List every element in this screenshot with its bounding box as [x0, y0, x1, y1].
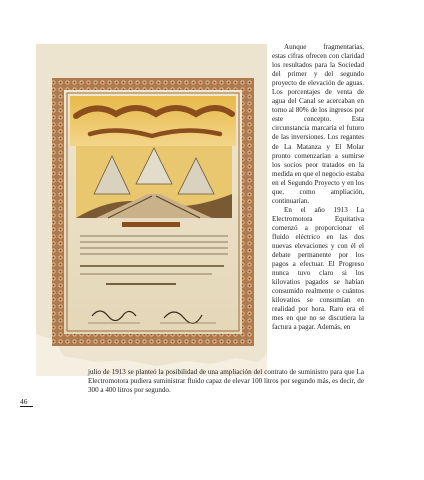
continuation-text-block — [88, 368, 364, 395]
right-text-column — [272, 43, 364, 333]
share-certificate-photo — [36, 44, 267, 376]
page-number: 46 — [20, 397, 33, 407]
paragraph: En el año 1913 La Electromotora Equitativa comenzó a proporcionar el fluido eléctrico en las dos nuevas elevaciones y con él el debate permanente por los pagos a efectuar. El Progreso nunca tuvo claro si los kilovatios pagados se habían consumido realmente o cuántos kilovatios se consumían en realidad por hora. Raro era el mes en que no se discutiera la factura a pagar. Además, en — [272, 205, 364, 332]
paragraph: Aunque fragmentarias, estas cifras ofrecen con claridad los resultados para la Sociedad del primer y del segundo proyecto de elevación de aguas. Los porcentajes de venta de agua del Canal se acercaban en torno al 80% de los ingresos por este concepto. Esta circunstancia marcaría el futuro de las inversiones. Los regantes de La Matanza y El Molar pronto comenzarían a sumirse los socios peor tratados en la medida en que el negocio estaba en el Segundo Proyecto y en los que, como ampliación, continuarían. — [272, 43, 364, 205]
certificate-illustration — [36, 44, 267, 376]
paragraph: julio de 1913 se planteó la posibilidad de una ampliación del contrato de suministro para que La Electromotora pudiera suministrar fluido capaz de elevar 100 litros por segundo más, es decir, de 300 a 400 litros por segundo. — [88, 368, 364, 395]
